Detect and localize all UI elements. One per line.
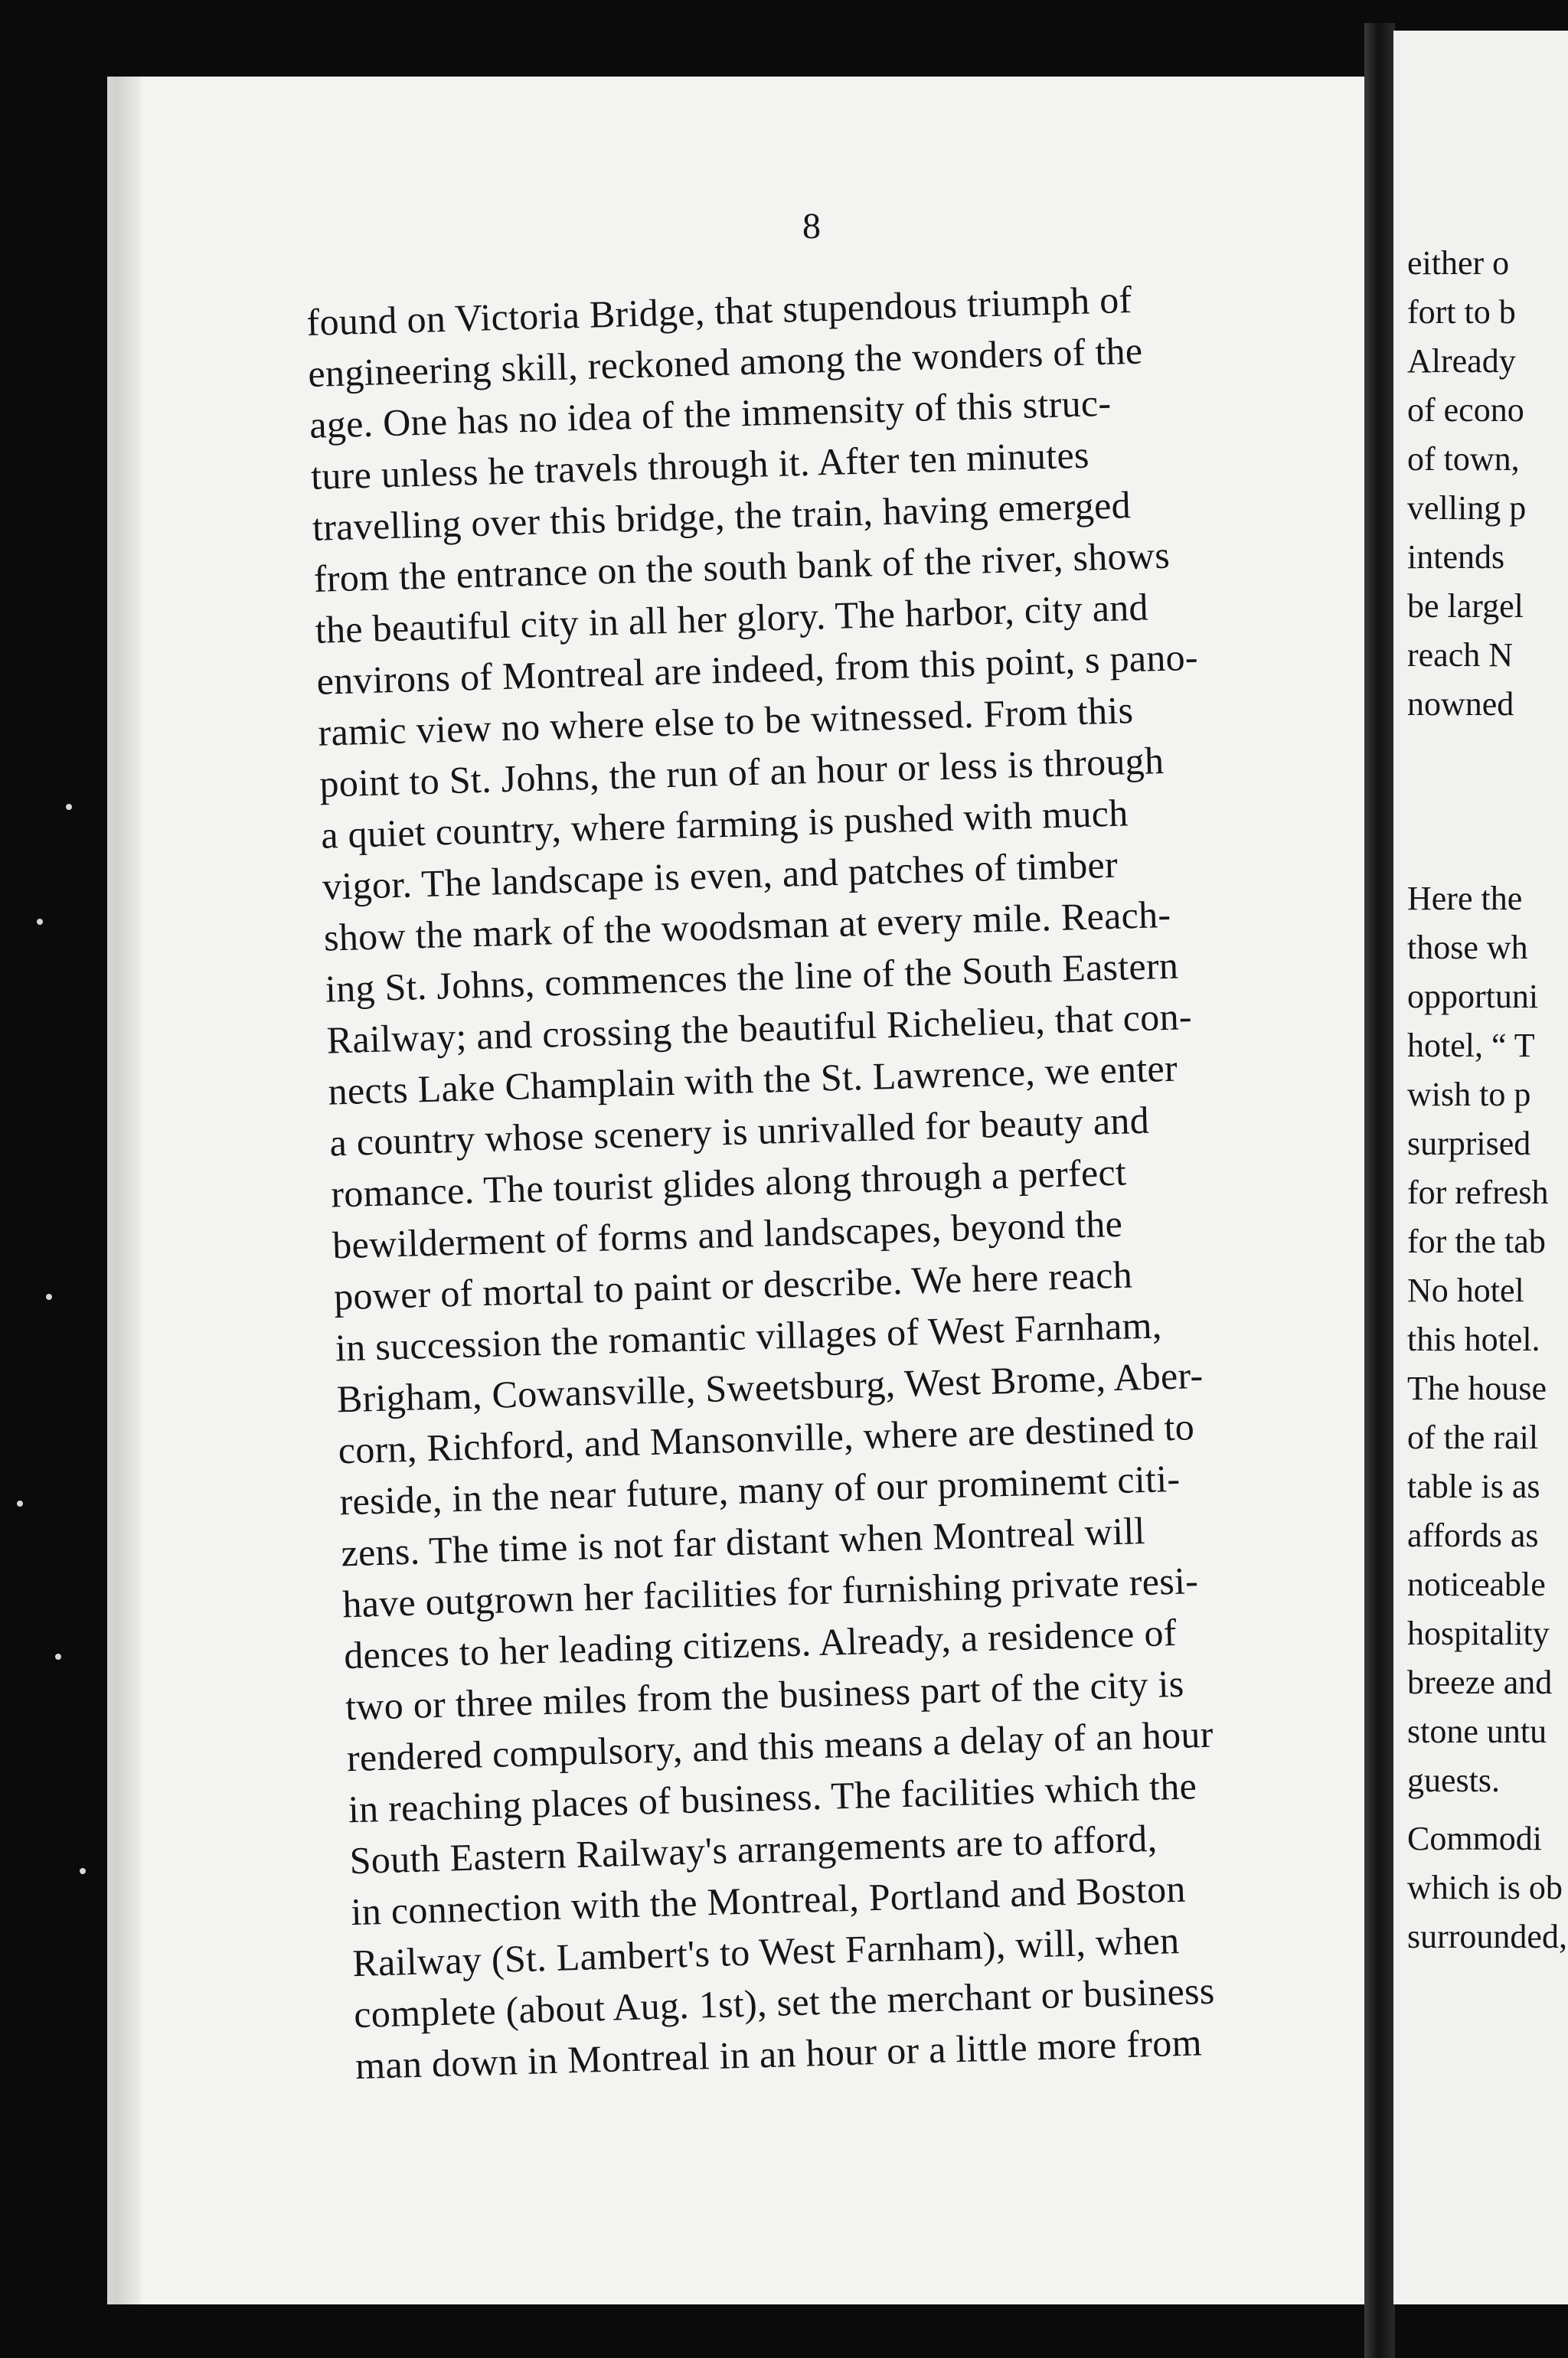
text-line: breeze and [1407,1664,1553,1701]
text-line: wish to p [1407,1076,1531,1113]
text-line: which is ob [1407,1869,1563,1906]
text-line: surrounded, [1407,1918,1567,1955]
text-line: fort to b [1407,293,1516,331]
text-line: be largel [1407,587,1524,625]
scan-speck [46,1294,52,1300]
text-line: ture unless he travels through it. After ten minutes [310,433,1090,498]
text-line: opportuni [1407,978,1539,1015]
text-line: nowned [1407,685,1514,723]
text-line: two or three miles from the business part of the city is [345,1661,1185,1729]
text-line: environs of Montreal are indeed, from this point, s pano- [315,635,1199,703]
text-line: a country whose scenery is unrivalled for beauty and [328,1098,1150,1164]
text-line: complete (about Aug. 1st), set the merchant or business [353,1968,1216,2036]
text-line: engineering skill, reckoned among the wonders of the [307,328,1144,395]
text-line: for refresh [1407,1174,1549,1211]
text-line: dences to her leading citizens. Already, a residence of [343,1610,1178,1677]
text-line: found on Victoria Bridge, that stupendous triumph of [305,277,1133,344]
text-line: reach N [1407,636,1514,674]
text-line: stone untu [1407,1713,1547,1750]
text-line: travelling over this bridge, the train, having emerged [312,483,1132,549]
scan-speck [80,1868,86,1874]
scan-speck [17,1501,23,1507]
text-line: Commodi [1407,1820,1543,1857]
text-line: in connection with the Montreal, Portland and Boston [350,1866,1187,1934]
text-line: surprised [1407,1125,1531,1162]
scan-speck [37,919,43,925]
text-line: zens. The time is not far distant when Montreal will [340,1509,1146,1575]
text-line: velling p [1407,489,1527,527]
text-line: ramic view no where else to be witnessed. From this [317,688,1134,754]
text-line: this hotel. [1407,1321,1540,1358]
text-line: vigor. The landscape is even, and patches of timber [322,842,1119,908]
text-line: hospitality [1407,1615,1550,1652]
text-line: nects Lake Champlain with the St. Lawrence, we enter [327,1046,1178,1113]
text-line: Here the [1407,880,1523,917]
text-line: guests. [1407,1762,1500,1799]
text-line: Already [1407,342,1516,380]
text-line: of econo [1407,391,1524,429]
text-line: age. One has no idea of the immensity of this struc- [309,380,1112,446]
text-line: in succession the romantic villages of West Farnham, [335,1303,1163,1370]
text-line: affords as [1407,1517,1539,1554]
text-line: romance. The tourist glides along through a perfect [330,1150,1127,1216]
text-line: in reaching places of business. The facilities which the [348,1764,1197,1831]
text-line: South Eastern Railway's arrangements are to afford, [348,1816,1158,1883]
text-line: rendered compulsory, and this means a delay of an hour [346,1712,1214,1780]
text-line: of the rail [1407,1419,1539,1456]
text-line: table is as [1407,1468,1540,1505]
right-page [1393,31,1568,2304]
text-line: of town, [1407,440,1520,478]
text-line: bewilderment of forms and landscapes, beyond the [332,1201,1123,1267]
text-line: those wh [1407,929,1528,966]
text-line: No hotel [1407,1272,1524,1309]
text-line: ing St. Johns, commences the line of the South Eastern [325,943,1179,1011]
text-line: Railway; and crossing the beautiful Richelieu, that con- [325,994,1193,1062]
book-gutter [1364,23,1395,2358]
text-line: The house [1407,1370,1547,1407]
text-line: for the tab [1407,1223,1546,1260]
scan-speck [66,804,72,810]
text-line: hotel, “ T [1407,1027,1535,1064]
text-line: man down in Montreal in an hour or a little more from [354,2020,1203,2088]
page-number: 8 [802,206,821,247]
text-line: a quiet country, where farming is pushed with much [320,791,1129,857]
text-line: power of mortal to paint or describe. We here reach [333,1252,1133,1318]
scan-speck [55,1654,61,1660]
text-line: point to St. Johns, the run of an hour or less is through [318,738,1165,805]
text-line: Railway (St. Lambert's to West Farnham), will, when [351,1919,1181,1985]
text-line: the beautiful city in all her glory. The harbor, city and [315,585,1149,652]
text-line: either o [1407,244,1510,282]
text-line: have outgrown her facilities for furnishing private resi- [341,1559,1199,1626]
text-line: corn, Richford, and Mansonville, where are destined to [337,1405,1195,1472]
text-line: from the entrance on the south bank of the river, shows [313,533,1171,600]
text-line: show the mark of the woodsman at every mile. Reach- [323,892,1172,959]
text-line: intends [1407,538,1505,576]
text-line: Brigham, Cowansville, Sweetsburg, West Brome, Aber- [336,1353,1204,1421]
text-line: noticeable [1407,1566,1546,1603]
text-line: reside, in the near future, many of our prominemt citi- [338,1456,1181,1524]
